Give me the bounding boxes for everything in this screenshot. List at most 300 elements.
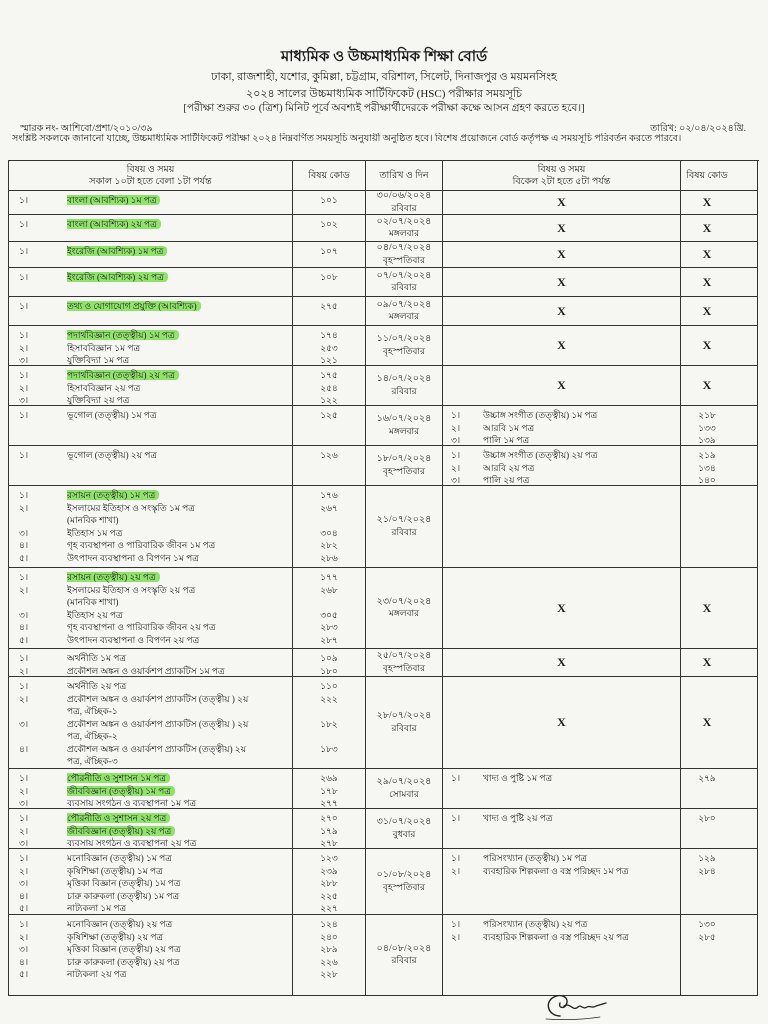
- subject-text: আরবি ১ম পত্র: [483, 422, 535, 433]
- date-day-cell: [366, 446, 443, 486]
- subject-name: [483, 931, 680, 944]
- morning-codes-cell: [293, 915, 366, 996]
- no-exam-mark: X: [557, 220, 566, 235]
- subject-text: উচ্চাঙ্গ সংগীত (তত্ত্বীয়) ১ম পত্র: [483, 410, 598, 420]
- afternoon-codes-cell: [681, 769, 758, 809]
- subject-line: [67, 652, 292, 665]
- subject-text: পৌরনীতি ও সুশাসন ১ম পত্র: [67, 773, 170, 783]
- morning-codes-cell: [293, 568, 366, 649]
- morning-codes-cell: [293, 406, 366, 446]
- morning-subject-item: [9, 218, 292, 231]
- subject-code: ১২৯: [698, 853, 716, 863]
- schedule-row: [9, 297, 759, 326]
- subject-name: [67, 825, 292, 838]
- subject-line: [67, 902, 292, 915]
- schedule-row: [9, 649, 759, 677]
- afternoon-subjects-cell: [443, 809, 681, 849]
- no-exam-mark: X: [557, 338, 566, 353]
- boards-list: ঢাকা, রাজশাহী, যশোর, কুমিল্লা, চট্টগ্রাম, বরিশাল, সিলেট, দিনাজপুর ও ময়মনসিংহ: [211, 71, 557, 83]
- serial-number: ২।: [451, 422, 461, 433]
- morning-codes-cell: [293, 366, 366, 406]
- afternoon-codes-cell: [681, 915, 758, 996]
- morning-subject-item: [9, 409, 292, 422]
- serial-number: ৩।: [19, 878, 29, 888]
- subject-name: [67, 785, 292, 798]
- subject-name: [67, 852, 292, 865]
- subject-name: [67, 918, 292, 931]
- morning-subject-item: [9, 194, 292, 207]
- serial-number: ৩।: [19, 609, 29, 620]
- subject-code: ১২৩: [320, 853, 338, 863]
- subject-text: উচ্চাঙ্গ সংগীত (তত্ত্বীয়) ২য় পত্র: [483, 450, 598, 460]
- exam-day: বৃহস্পতিবার: [383, 662, 425, 673]
- subject-line: [67, 797, 292, 809]
- serial-number: ৪।: [19, 743, 29, 754]
- exam-day: সোমবার: [389, 788, 419, 799]
- subject-text: রসায়ন (তত্ত্বীয়) ২য় পত্র: [67, 572, 160, 582]
- subject-line: [67, 931, 292, 944]
- afternoon-codes-cell: [681, 486, 758, 568]
- subject-name: [483, 812, 680, 825]
- memo-date: তারিখ: ০২/০৪/২০২৪খ্রি.: [650, 124, 746, 134]
- exam-day: বৃহস্পতিবার: [383, 465, 425, 476]
- subject-text: (মানবিক শাখা): [67, 515, 119, 525]
- subject-line: [483, 449, 680, 462]
- subject-code: ১৩৪: [698, 462, 716, 473]
- morning-subject-item: [9, 812, 292, 825]
- serial-number: ১।: [19, 246, 29, 256]
- subject-name: [67, 902, 292, 915]
- subject-text: প্রকৌশল অঙ্কন ও ওয়ার্কশপ প্র্যাকটিস (তত্ত্বীয় ) ২য়: [67, 693, 249, 704]
- serial-number: ২।: [19, 584, 29, 595]
- subject-code: ১৭৮: [320, 785, 338, 796]
- morning-subject-item: [9, 743, 292, 768]
- morning-subject-item: [9, 369, 292, 382]
- serial-number: ৩।: [19, 527, 29, 538]
- schedule-row: [9, 406, 759, 446]
- subject-name: [67, 718, 292, 743]
- subject-line: [67, 825, 292, 838]
- subject-code: ১৭৬: [320, 490, 338, 500]
- subject-line: [67, 527, 292, 540]
- serial-number: ১।: [451, 853, 461, 863]
- subject-line: [67, 596, 292, 609]
- serial-number: ২।: [19, 665, 29, 676]
- exam-date: ২৯/০৭/২০২৪: [376, 777, 432, 787]
- date-day-cell: [366, 215, 443, 242]
- serial-number: ৩।: [19, 944, 29, 954]
- morning-subject-item: [9, 354, 292, 366]
- morning-subject-item: [9, 245, 292, 258]
- subject-name: [67, 797, 292, 809]
- morning-subject-item: [9, 665, 292, 678]
- date-day-cell: [366, 677, 443, 769]
- serial-number: ৪।: [19, 540, 29, 550]
- subject-name: [483, 422, 680, 435]
- serial-number: ২।: [451, 462, 461, 473]
- subject-code: ২৮৯: [320, 944, 338, 954]
- header-afternoon-time-label: বিকেল ২টা হতে ৫টা পর্যন্ত: [512, 176, 611, 187]
- subject-text: ইতিহাস ২য় পত্র: [67, 609, 123, 620]
- morning-subject-item: [9, 890, 292, 903]
- afternoon-subjects-cell: [443, 297, 681, 326]
- no-exam-mark: X: [557, 715, 566, 730]
- subject-code: ২১৮: [698, 410, 716, 420]
- subject-name: [483, 434, 680, 446]
- header-morning-subject: [9, 161, 293, 191]
- serial-number: ৫।: [19, 552, 29, 563]
- date-day-cell: [366, 268, 443, 297]
- morning-subject-item: [9, 785, 292, 798]
- subject-code: ১৮৩: [320, 743, 338, 754]
- subject-name: [67, 245, 292, 258]
- subject-name: [67, 552, 292, 565]
- header-afternoon-code: [681, 161, 758, 191]
- subject-text: জীববিজ্ঞান (তত্ত্বীয়) ২য় পত্র: [67, 826, 175, 836]
- subject-text: ভূগোল (তত্ত্বীয়) ১ম পত্র: [67, 410, 157, 420]
- subject-text: নাট্যকলা ১ম পত্র: [67, 903, 127, 913]
- exam-date: ০৭/০৭/২০২৪: [376, 270, 432, 281]
- morning-subjects-cell: [9, 215, 293, 242]
- afternoon-subject-item: [443, 812, 680, 825]
- subject-code: ৩০৪: [320, 527, 338, 538]
- date-day-cell: [366, 568, 443, 649]
- subject-code: ১০৮: [320, 272, 338, 282]
- subject-code: ১৪০: [698, 475, 716, 485]
- morning-subject-item: [9, 968, 292, 981]
- serial-number: ৫।: [19, 903, 29, 913]
- subject-code: ১০৭: [320, 246, 338, 256]
- serial-number: ২।: [19, 382, 29, 393]
- subject-line: [67, 918, 292, 931]
- afternoon-codes-cell: [681, 242, 758, 268]
- morning-subjects-cell: [9, 809, 293, 849]
- subject-name: [483, 474, 680, 486]
- morning-subjects-cell: [9, 268, 293, 297]
- exam-date: ২৫/০৭/২০২৪: [376, 651, 432, 661]
- subject-line: [67, 865, 292, 878]
- subject-line: [67, 772, 292, 785]
- serial-number: ১।: [19, 490, 29, 500]
- morning-subject-item: [9, 271, 292, 284]
- subject-code: ২৭৫: [320, 301, 338, 311]
- morning-subjects-cell: [9, 568, 293, 649]
- subject-name: [67, 584, 292, 609]
- subject-line: [67, 956, 292, 969]
- morning-subject-item: [9, 693, 292, 718]
- subject-line: [483, 409, 680, 422]
- no-exam-mark: X: [702, 195, 712, 210]
- subject-text: মনোবিজ্ঞান (তত্ত্বীয়) ১ম পত্র: [67, 853, 172, 863]
- subject-code: ২৭৭: [320, 798, 338, 808]
- morning-subject-item: [9, 652, 292, 665]
- subject-code: ২৫৩: [320, 342, 338, 353]
- subject-text: গৃহ ব্যবস্থাপনা ও পারিবারিক জীবন ২য় পত্র: [67, 622, 216, 632]
- afternoon-subject-item: [443, 409, 680, 422]
- subject-text: ভূগোল (তত্ত্বীয়) ২য় পত্র: [67, 450, 157, 460]
- schedule-row: [9, 326, 759, 366]
- exam-date: ১৪/০৭/২০২৪: [376, 374, 432, 384]
- exam-day: রবিবার: [391, 526, 417, 537]
- morning-subject-item: [9, 680, 292, 693]
- afternoon-codes-cell: [681, 406, 758, 446]
- subject-line: [67, 743, 292, 756]
- morning-subject-item: [9, 300, 292, 313]
- subject-line: [67, 718, 292, 731]
- morning-codes-cell: [293, 649, 366, 677]
- subject-line: [67, 218, 292, 231]
- morning-subjects-cell: [9, 769, 293, 809]
- subject-name: [483, 865, 680, 878]
- serial-number: ১।: [19, 773, 29, 783]
- subject-text: ইংরেজি (আবশ্যিক) ২য় পত্র: [67, 272, 168, 282]
- morning-codes-cell: [293, 191, 366, 215]
- subject-line: [67, 409, 292, 422]
- subject-name: [67, 571, 292, 584]
- morning-subject-item: [9, 329, 292, 342]
- subject-text: জীববিজ্ঞান (তত্ত্বীয়) ১ম পত্র: [67, 786, 175, 796]
- subject-code: ১৭৫: [320, 370, 338, 380]
- serial-number: ১।: [19, 450, 29, 460]
- subject-line: [67, 730, 292, 743]
- serial-number: ৩।: [19, 798, 29, 808]
- morning-codes-cell: [293, 809, 366, 849]
- schedule-row: [9, 268, 759, 297]
- subject-text: খাদ্য ও পুষ্টি ১ম পত্র: [483, 773, 553, 783]
- subject-code: ২৬৮: [320, 584, 338, 595]
- morning-subject-item: [9, 837, 292, 849]
- exam-day: মঙ্গলবার: [388, 425, 420, 436]
- morning-subject-item: [9, 502, 292, 527]
- afternoon-codes-cell: [681, 649, 758, 677]
- subject-text: নাট্যকলা ২য় পত্র: [67, 969, 127, 979]
- morning-subjects-cell: [9, 297, 293, 326]
- schedule-row: [9, 677, 759, 769]
- afternoon-subjects-cell: [443, 268, 681, 297]
- header-morning-code: [293, 161, 366, 191]
- morning-subject-item: [9, 552, 292, 565]
- serial-number: ১।: [19, 813, 29, 823]
- subject-line: [67, 693, 292, 706]
- subject-name: [483, 772, 680, 785]
- subject-name: [67, 271, 292, 284]
- serial-number: ৩।: [19, 395, 29, 405]
- subject-line: [67, 342, 292, 355]
- morning-subjects-cell: [9, 242, 293, 268]
- morning-subjects-cell: [9, 677, 293, 769]
- subject-text: ব্যবহারিক শিল্পকলা ও বস্ত্র পরিচ্ছদ ১ম পত্র: [483, 865, 629, 876]
- afternoon-codes-cell: [681, 809, 758, 849]
- afternoon-codes-cell: [681, 191, 758, 215]
- subject-line: [67, 552, 292, 565]
- subject-code: ২৮৬: [320, 552, 338, 563]
- morning-subjects-cell: [9, 486, 293, 568]
- afternoon-subjects-cell: [443, 366, 681, 406]
- subject-text: মনোবিজ্ঞান (তত্ত্বীয়) ২য় পত্র: [67, 919, 173, 929]
- board-name: মাধ্যমিক ও উচ্চমাধ্যমিক শিক্ষা বোর্ড: [280, 49, 488, 65]
- exam-date: ৩০/০৬/২০২৪: [376, 191, 432, 201]
- morning-subjects-cell: [9, 326, 293, 366]
- header-morning-code-label: বিষয় কোড: [308, 170, 350, 181]
- no-exam-mark: X: [702, 274, 712, 289]
- subject-name: [67, 931, 292, 944]
- subject-line: [483, 462, 680, 475]
- subject-text: গৃহ ব্যবস্থাপনা ও পারিবারিক জীবন ১ম পত্র: [67, 540, 216, 550]
- morning-subject-item: [9, 865, 292, 878]
- morning-subject-item: [9, 918, 292, 931]
- no-exam-mark: X: [557, 303, 566, 318]
- serial-number: ৩।: [19, 718, 29, 729]
- afternoon-subjects-cell: [443, 406, 681, 446]
- schedule-row: [9, 486, 759, 568]
- afternoon-subjects-cell: [443, 677, 681, 769]
- subject-name: [67, 409, 292, 422]
- afternoon-subjects-cell: [443, 915, 681, 996]
- subject-line: [67, 394, 292, 406]
- subject-line: [483, 852, 680, 865]
- exam-schedule-table: [8, 160, 759, 996]
- date-day-cell: [366, 326, 443, 366]
- subject-text: ইসলামের ইতিহাস ও সংস্কৃতি ১ম পত্র: [67, 502, 195, 513]
- serial-number: ১।: [451, 450, 461, 460]
- serial-number: ২।: [19, 931, 29, 942]
- afternoon-subject-item: [443, 462, 680, 475]
- afternoon-codes-cell: [681, 677, 758, 769]
- morning-codes-cell: [293, 242, 366, 268]
- subject-line: [67, 968, 292, 981]
- serial-number: ১।: [451, 813, 461, 823]
- subject-code: ১২৫: [320, 410, 338, 420]
- exam-date: ০৪/০৮/২০২৪: [376, 943, 432, 954]
- morning-codes-cell: [293, 849, 366, 915]
- header-morning-time-label: সকাল ১০টা হতে বেলা ১টা পর্যন্ত: [89, 176, 212, 187]
- subject-code: ২২৫: [320, 890, 338, 901]
- morning-subject-item: [9, 449, 292, 462]
- subject-text: বাংলা (আবশ্যিক) ২য় পত্র: [67, 219, 161, 229]
- subject-name: [67, 218, 292, 231]
- morning-subject-item: [9, 382, 292, 395]
- subject-name: [67, 680, 292, 693]
- exam-day: রবিবার: [391, 282, 417, 292]
- no-exam-mark: X: [557, 655, 566, 670]
- afternoon-subjects-cell: [443, 486, 681, 568]
- date-day-cell: [366, 366, 443, 406]
- subject-code: ১২২: [320, 395, 338, 405]
- subject-name: [67, 652, 292, 665]
- header-morning-subject-label: বিষয় ও সময়: [126, 164, 175, 175]
- subject-name: [67, 194, 292, 207]
- subject-line: [67, 514, 292, 527]
- exam-date: ০৪/০৭/২০২৪: [376, 243, 432, 253]
- exam-day: মঙ্গলবার: [388, 608, 420, 618]
- subject-code: ১২৬: [320, 450, 338, 460]
- subject-line: [67, 634, 292, 647]
- subject-line: [483, 931, 680, 944]
- subject-name: [483, 462, 680, 475]
- serial-number: ১।: [19, 410, 29, 420]
- no-exam-mark: X: [557, 378, 566, 393]
- date-day-cell: [366, 486, 443, 568]
- header-date-day: [366, 161, 443, 191]
- serial-number: ২।: [19, 825, 29, 836]
- exam-day: বৃহস্পতিবার: [383, 881, 425, 892]
- exam-instruction: [পরীক্ষা শুরুর ৩০ (ত্রিশ) মিনিট পূর্বে অবশ্যই পরীক্ষার্থীদেরকে পরীক্ষা কক্ষে আসন গ্রহণ করতে হবে।]: [183, 103, 585, 114]
- afternoon-subjects-cell: [443, 242, 681, 268]
- morning-subject-item: [9, 527, 292, 540]
- morning-subject-item: [9, 489, 292, 502]
- subject-code: ১১০: [320, 681, 338, 691]
- morning-subject-item: [9, 634, 292, 647]
- subject-text: মৃত্তিকা বিজ্ঞান (তত্ত্বীয়) ১ম পত্র: [67, 878, 181, 888]
- morning-codes-cell: [293, 326, 366, 366]
- afternoon-subjects-cell: [443, 649, 681, 677]
- exam-day: রবিবার: [391, 722, 417, 733]
- serial-number: ৪।: [19, 890, 29, 901]
- serial-number: ২।: [19, 502, 29, 513]
- subject-line: [67, 369, 292, 382]
- subject-line: [67, 852, 292, 865]
- document-title: ২০২৪ সালের উচ্চমাধ্যমিক সার্টিফিকেট (HSC) পরীক্ষার সময়সূচি: [246, 88, 522, 100]
- subject-name: [67, 772, 292, 785]
- morning-subject-item: [9, 571, 292, 584]
- morning-subject-item: [9, 342, 292, 355]
- subject-name: [67, 539, 292, 552]
- subject-code: ২৮৩: [320, 622, 338, 632]
- schedule-row: [9, 568, 759, 649]
- morning-codes-cell: [293, 486, 366, 568]
- morning-subjects-cell: [9, 446, 293, 486]
- subject-name: [483, 852, 680, 865]
- morning-codes-cell: [293, 268, 366, 297]
- subject-name: [67, 890, 292, 903]
- morning-subject-item: [9, 825, 292, 838]
- subject-name: [67, 956, 292, 969]
- exam-day: বৃহস্পতিবার: [383, 254, 425, 265]
- afternoon-subject-item: [443, 449, 680, 462]
- date-day-cell: [366, 649, 443, 677]
- subject-name: [67, 743, 292, 768]
- serial-number: ৫।: [19, 969, 29, 979]
- header-afternoon-code-label: বিষয় কোড: [686, 170, 728, 181]
- schedule-row: [9, 446, 759, 486]
- subject-name: [67, 634, 292, 647]
- serial-number: ৩।: [19, 355, 29, 365]
- exam-day: রবিবার: [391, 385, 417, 396]
- subject-code: ১০২: [320, 219, 338, 229]
- subject-line: [67, 943, 292, 956]
- serial-number: ১।: [19, 853, 29, 863]
- subject-text: যুক্তিবিদ্যা ২য় পত্র: [67, 395, 130, 405]
- serial-number: ২।: [19, 693, 29, 704]
- serial-number: ১।: [19, 195, 29, 205]
- subject-line: [67, 571, 292, 584]
- date-day-cell: [366, 242, 443, 268]
- afternoon-subject-item: [443, 422, 680, 435]
- table-body: [9, 191, 759, 996]
- subject-text: মৃত্তিকা বিজ্ঞান (তত্ত্বীয়) ২য় পত্র: [67, 944, 181, 954]
- notice-paragraph: সংশ্লিষ্ট সকলকে জানানো যাচ্ছে, উচ্চমাধ্যমিক সার্টিফিকেট পরীক্ষা ২০২৪ নিম্নবর্ণিত সময়সূচি অনুযায়ী অনুষ্ঠিত হবে। বিশেষ প্রয়োজনে বোর্ড কর্তৃপক্ষ এ সময়সূচি পরিবর্তন করতে পারবে।: [12, 134, 682, 144]
- subject-text: পত্র, ঐচ্ছিক-১: [67, 706, 118, 716]
- exam-date: ২১/০৭/২০২৪: [376, 515, 432, 525]
- subject-line: [67, 271, 292, 284]
- no-exam-mark: X: [702, 600, 712, 615]
- serial-number: ২।: [19, 785, 29, 796]
- morning-subject-item: [9, 609, 292, 622]
- subject-code: ২৭৯: [698, 773, 716, 783]
- subject-text: অর্থনীতি ১ম পত্র: [67, 653, 126, 663]
- morning-codes-cell: [293, 215, 366, 242]
- date-day-cell: [366, 191, 443, 215]
